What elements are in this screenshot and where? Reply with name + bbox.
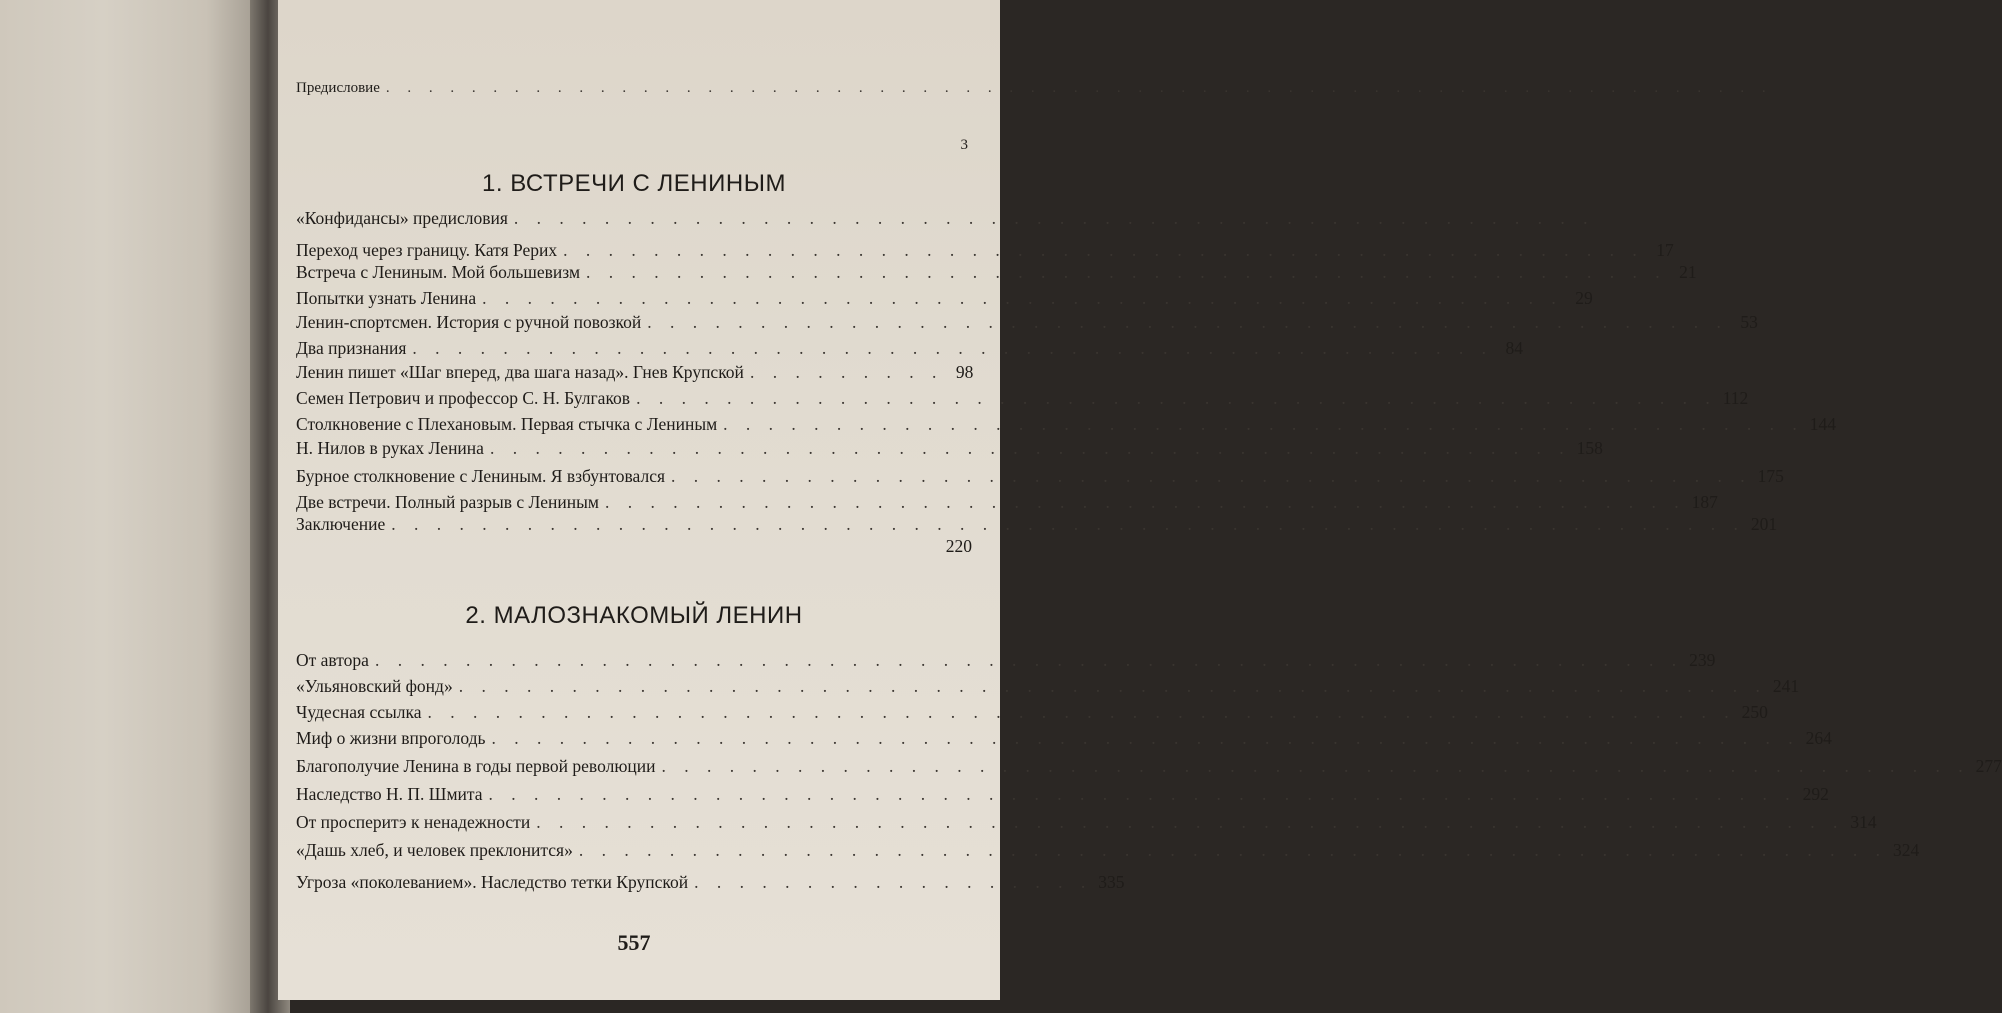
toc-entry-title: Встреча с Лениным. Мой большевизм xyxy=(296,262,581,282)
toc-entry-title: Чудесная ссылка xyxy=(296,702,422,722)
toc-entry xyxy=(296,262,1697,286)
toc-leader-dots: . . . . . . . . . . . . . . . . . . . . . . . . . . . . . . . . . . . . . . . . . . . . . . . . . . . . . . . . . . xyxy=(427,702,1736,722)
toc-entry-page: 112 xyxy=(1722,388,1749,408)
table-of-contents xyxy=(296,0,2002,1000)
page-number: 557 xyxy=(617,930,651,955)
toc-entry xyxy=(296,338,1524,362)
left-page xyxy=(0,0,258,1013)
toc-entry-page: 264 xyxy=(1805,728,1832,748)
toc-entry xyxy=(296,438,1603,462)
toc-leader-dots: . . . . . . . . . . . . . . . . . . . . . . . . . . . . . . . . . . . . . . . . . . . . . . . . . . . . . . . . . . xyxy=(536,812,1845,832)
toc-entry xyxy=(296,362,972,386)
section-heading-1: 1. ВСТРЕЧИ С ЛЕНИНЫМ xyxy=(482,170,786,197)
toc-leader-dots: . . . . . . . . . . . . . . . . . . . . . . . . . . . . . . . . . . . . . . . . . . . . . . . . . . . . . . . . . . . . . . . . . xyxy=(385,80,1773,96)
toc-entry-page: 277 xyxy=(1975,756,2002,776)
toc-leader-dots: . . . . . . . . . . . . . . . . . . . . . . . . . . . . . . . . . . . . . . . . . . . . . . . . xyxy=(482,288,1563,308)
toc-entry-title: Семен Петрович и профессор С. Н. Булгаков xyxy=(296,388,631,408)
toc-leader-dots: . . . . . . . . . . . . . . . . . . . . . . . . . . . . . . . . . . . . . . . . . . . . . . . . xyxy=(412,338,1494,358)
toc-entry-title: «Дашь хлеб, и человек преклонится» xyxy=(296,840,573,860)
toc-leader-dots: . . . . . . . . . . . . . . . . . . . . . . . . . . . . . . . . . . . . . . . . . . . . . . . . xyxy=(513,208,1595,228)
toc-leader-dots: . . . . . . . . . . . . . . . . . . . . . . . . . . . . . . . . . . . . . . . . . . . . . . . . xyxy=(586,262,1667,282)
toc-entry-title: Переход через границу. Катя Рерих xyxy=(296,240,558,260)
toc-leader-dots: . . . . . . . . . . . . . . . . . . . . . . . . . . . . . . . . . . . . . . . . . . . . . . . . xyxy=(636,388,1717,408)
toc-entry-title: Миф о жизни впроголодь xyxy=(296,728,486,748)
toc-entry xyxy=(296,288,1593,312)
toc-leader-dots: . . . . . . . . . . . . . . . . . . . . . . . . . . . . . . . . . . . . . . . . . . . . . . . . . . . . . . . . . . xyxy=(374,650,1684,670)
toc-entry-title: Наследство Н. П. Шмита xyxy=(296,784,483,804)
toc-leader-dots: . . . . . . . . . . . . . . . . . . . . . . . . . . . . . . . . . . . . . . . . . . . . . . . . xyxy=(647,312,1728,332)
toc-entry xyxy=(296,702,1768,726)
toc-entry-page: 21 xyxy=(1679,262,1697,282)
toc-leader-dots: . . . . . . . . . . . . . . . . . . . . . . . . . . . . . . . . . . . . . . . . . . . . . . . . . . . . . . . . . . xyxy=(488,784,1797,804)
toc-entry xyxy=(296,240,1674,264)
toc-entry-title: Попытки узнать Ленина xyxy=(296,288,477,308)
toc-leader-dots: . . . . . . . . . . . . . . . . . . . . . . . . . . . . . . . . . . . . . . . . . . . . . . . . . . . . . . . . . . xyxy=(661,756,1970,776)
section-heading-2: 2. МАЛОЗНАКОМЫЙ ЛЕНИН xyxy=(465,602,803,629)
toc-entry-title: Ленин пишет «Шаг вперед, два шага назад». Гнев Крупской xyxy=(296,362,744,382)
toc-entry xyxy=(296,840,1920,864)
toc-entry-page: 335 xyxy=(1098,872,1125,892)
toc-entry-page: 220 xyxy=(945,536,972,556)
toc-entry-title: От просперитэ к ненадежности xyxy=(296,812,531,832)
toc-entry xyxy=(296,466,1784,490)
toc-entry xyxy=(296,312,1758,336)
toc-entry-title: Две встречи. Полный разрыв с Лениным xyxy=(296,492,599,512)
toc-entry-page: 187 xyxy=(1691,492,1718,512)
toc-leader-dots: . . . . . . . . . xyxy=(749,362,944,382)
toc-entry xyxy=(296,208,1595,232)
toc-entry-title: Предисловие xyxy=(296,80,380,96)
toc-leader-dots: . . . . . . . . . . . . . . . . . . . . . . . . . . . . . . . . . . . . . . . . . . . . . . . . xyxy=(489,438,1571,458)
toc-entry-page: 29 xyxy=(1575,288,1593,308)
toc-entry xyxy=(296,756,2002,780)
toc-entry-page: 201 xyxy=(1750,514,1778,534)
toc-entry-page: 144 xyxy=(1809,414,1837,434)
toc-entry xyxy=(296,784,1829,808)
toc-entry-page: 314 xyxy=(1850,812,1877,832)
toc-entry xyxy=(296,812,1877,836)
toc-leader-dots: . . . . . . . . . . . . . . . . . . . . . . . . . . . . . . . . . . . . . . . . . . . . . . . . xyxy=(563,240,1644,260)
toc-entry-title: От автора xyxy=(296,650,369,670)
toc-entry xyxy=(296,492,1718,516)
toc-entry-title: Два признания xyxy=(296,338,407,358)
toc-entry-page: 98 xyxy=(955,362,974,382)
toc-entry-title: «Ульяновский фонд» xyxy=(296,676,453,696)
toc-entry xyxy=(296,414,1837,438)
toc-entry-title: Заключение xyxy=(296,514,386,534)
toc-entry xyxy=(296,388,1749,412)
toc-entry-page: 250 xyxy=(1741,702,1768,722)
toc-entry-page: 292 xyxy=(1802,784,1829,804)
toc-entry xyxy=(296,650,1716,674)
toc-entry xyxy=(296,676,1800,700)
toc-leader-dots: . . . . . . . . . . . . . . . . . . . . . . . . . . . . . . . . . . . . . . . . . . . . . . . . . . . . . . . . . . . . xyxy=(391,514,1745,534)
toc-entry-page: 53 xyxy=(1740,312,1758,332)
toc-leader-dots: . . . . . . . . . . . . . . . . . . . . . . . . . . . . . . . . . . . . . . . . . . . . . . . . . . . . . . . . . . xyxy=(491,728,1800,748)
toc-entry-title: Бурное столкновение с Лениным. Я взбунтовался xyxy=(296,466,666,486)
toc-entry-title: Благополучие Ленина в годы первой революции xyxy=(296,756,656,776)
toc-entry xyxy=(296,514,1778,538)
toc-entry-page: 84 xyxy=(1505,338,1524,358)
toc-entry-page: 175 xyxy=(1757,466,1784,486)
toc-entry-title: Ленин-спортсмен. История с ручной повозкой xyxy=(296,312,642,332)
toc-entry xyxy=(296,536,972,560)
toc-leader-dots: . . . . . . . . . . . . . . . . . . xyxy=(694,872,1093,892)
toc-entry-page: 3 xyxy=(960,137,968,153)
toc-entry xyxy=(296,728,1832,752)
toc-entry-page: 241 xyxy=(1772,676,1800,696)
toc-entry-title: Столкновение с Плехановым. Первая стычка с Лениным xyxy=(296,414,718,434)
toc-leader-dots: . . . . . . . . . . . . . . . . . . . . . . . . . . . . . . . . . . . . . . . . . . . . . . . . xyxy=(671,466,1752,486)
toc-entry-page: 324 xyxy=(1892,840,1920,860)
toc-entry-title: «Конфидансы» предисловия xyxy=(296,208,508,228)
toc-leader-dots: . . . . . . . . . . . . . . . . . . . . . . . . . . . . . . . . . . . . . . . . . . . . . . . . xyxy=(723,414,1804,434)
toc-entry xyxy=(296,872,1125,896)
toc-entry-title: Н. Нилов в руках Ленина xyxy=(296,438,484,458)
toc-entry-page: 239 xyxy=(1689,650,1716,670)
toc-entry-preface xyxy=(296,80,1773,104)
toc-entry-page: 158 xyxy=(1576,438,1603,458)
toc-entry-title: Угроза «поколеванием». Наследство тетки Крупской xyxy=(296,872,689,892)
toc-entry-page: 17 xyxy=(1656,240,1674,260)
toc-leader-dots: . . . . . . . . . . . . . . . . . . . . . . . . . . . . . . . . . . . . . . . . . . . . . . . . . . . . . . . . . . xyxy=(458,676,1767,696)
toc-leader-dots: . . . . . . . . . . . . . . . . . . . . . . . . . . . . . . . . . . . . . . . . . . . . . . . . . . . . . . . . . . xyxy=(578,840,1887,860)
toc-leader-dots: . . . . . . . . . . . . . . . . . . . . . . . . . . . . . . . . . . . . . . . . . . . . . . . . xyxy=(604,492,1686,512)
